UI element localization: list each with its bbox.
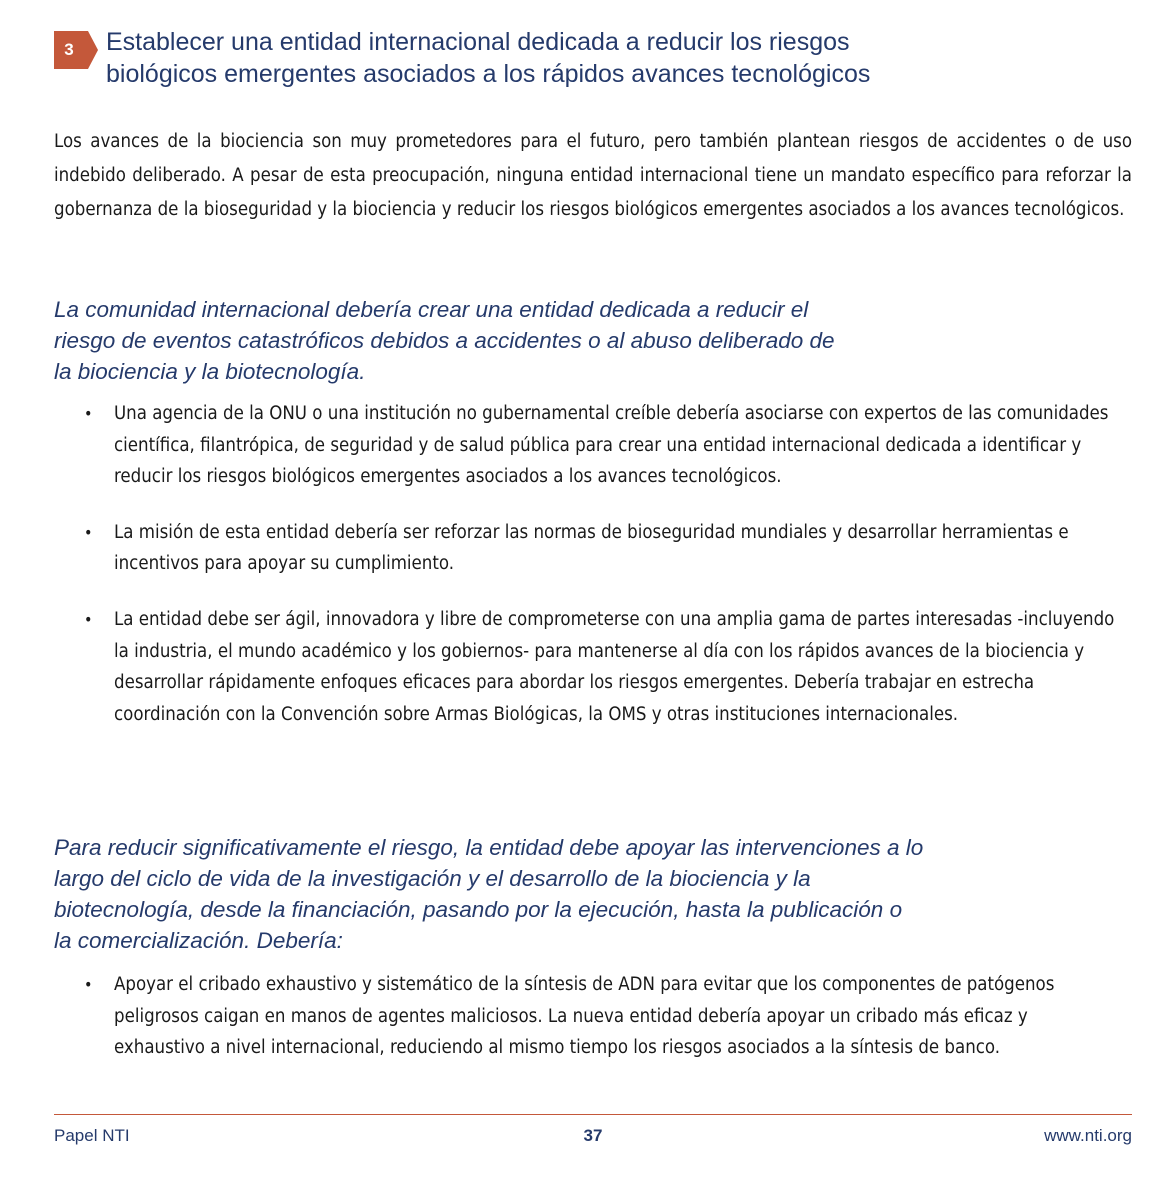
list-item: • La entidad debe ser ágil, innovadora y libre de comprometerse con una amplia gama de partes interesadas -incluyendo la industria, el mundo académico y los gobiernos- para mantenerse al día con los rápidos avances de la biociencia y desarrollar rápidamente enfoques eficaces para abordar los riesgos emergentes. Debería trabajar en estrecha coordinación con la Convención sobre Armas Biológicas, la OMS y otras instituciones internacionales.	[82, 604, 1122, 730]
list-item: • La misión de esta entidad debería ser reforzar las normas de bioseguridad mundiales y desarrollar herramientas e incentivos para apoyar su cumplimiento.	[82, 517, 1122, 580]
footer-publication-label: Papel NTI	[54, 1126, 130, 1145]
recommendation-list-2	[82, 969, 1122, 1088]
lead-1-line-1: La comunidad internacional debería crear una entidad dedicada a reducir el	[54, 297, 809, 322]
lead-2-line-3: biotecnología, desde la financiación, pasando por la ejecución, hasta la publicación o	[54, 897, 903, 922]
footer-divider	[54, 1114, 1132, 1115]
lead-2-line-1: Para reducir significativamente el riesgo, la entidad debe apoyar las intervenciones a lo	[54, 835, 924, 860]
lead-2-line-2: largo del ciclo de vida de la investigación y el desarrollo de la biociencia y la	[54, 866, 811, 891]
lead-statement-2	[54, 832, 1144, 956]
section-header	[54, 26, 1134, 90]
footer-website: www.nti.org	[1044, 1126, 1132, 1145]
section-title	[106, 26, 870, 90]
section-number-badge: 3	[54, 31, 88, 69]
intro-paragraph: Los avances de la biociencia son muy prometedores para el futuro, pero también plantean riesgos de accidentes o de uso indebido deliberado. A pesar de esta preocupación, ninguna entidad internacional tiene un mandato específico para reforzar la gobernanza de la bioseguridad y la biociencia y reducir los riesgos biológicos emergentes asociados a los avances tecnológicos.	[54, 131, 1132, 220]
recommendation-list-1	[82, 398, 1122, 754]
lead-1-line-3: la biociencia y la biotecnología.	[54, 359, 366, 384]
section-title-line-1: Establecer una entidad internacional dedicada a reducir los riesgos	[106, 28, 850, 56]
list-item: • Una agencia de la ONU o una institución no gubernamental creíble debería asociarse con expertos de las comunidades científica, filantrópica, de seguridad y de salud pública para crear una entidad internacional dedicada a identificar y reducir los riesgos biológicos emergentes asociados a los avances tecnológicos.	[82, 398, 1122, 493]
lead-2-line-4: la comercialización. Debería:	[54, 928, 343, 953]
list-item: • Apoyar el cribado exhaustivo y sistemático de la síntesis de ADN para evitar que los componentes de patógenos peligrosos caigan en manos de agentes maliciosos. La nueva entidad debería apoyar un cribado más eficaz y exhaustivo a nivel internacional, reduciendo al mismo tiempo los riesgos asociados a la síntesis de banco.	[82, 969, 1122, 1064]
section-title-line-2: biológicos emergentes asociados a los rápidos avances tecnológicos	[106, 60, 871, 88]
lead-1-line-2: riesgo de eventos catastróficos debidos a accidentes o al abuso deliberado de	[54, 328, 835, 353]
lead-statement-1	[54, 294, 1054, 387]
page-number: 37	[583, 1126, 603, 1145]
